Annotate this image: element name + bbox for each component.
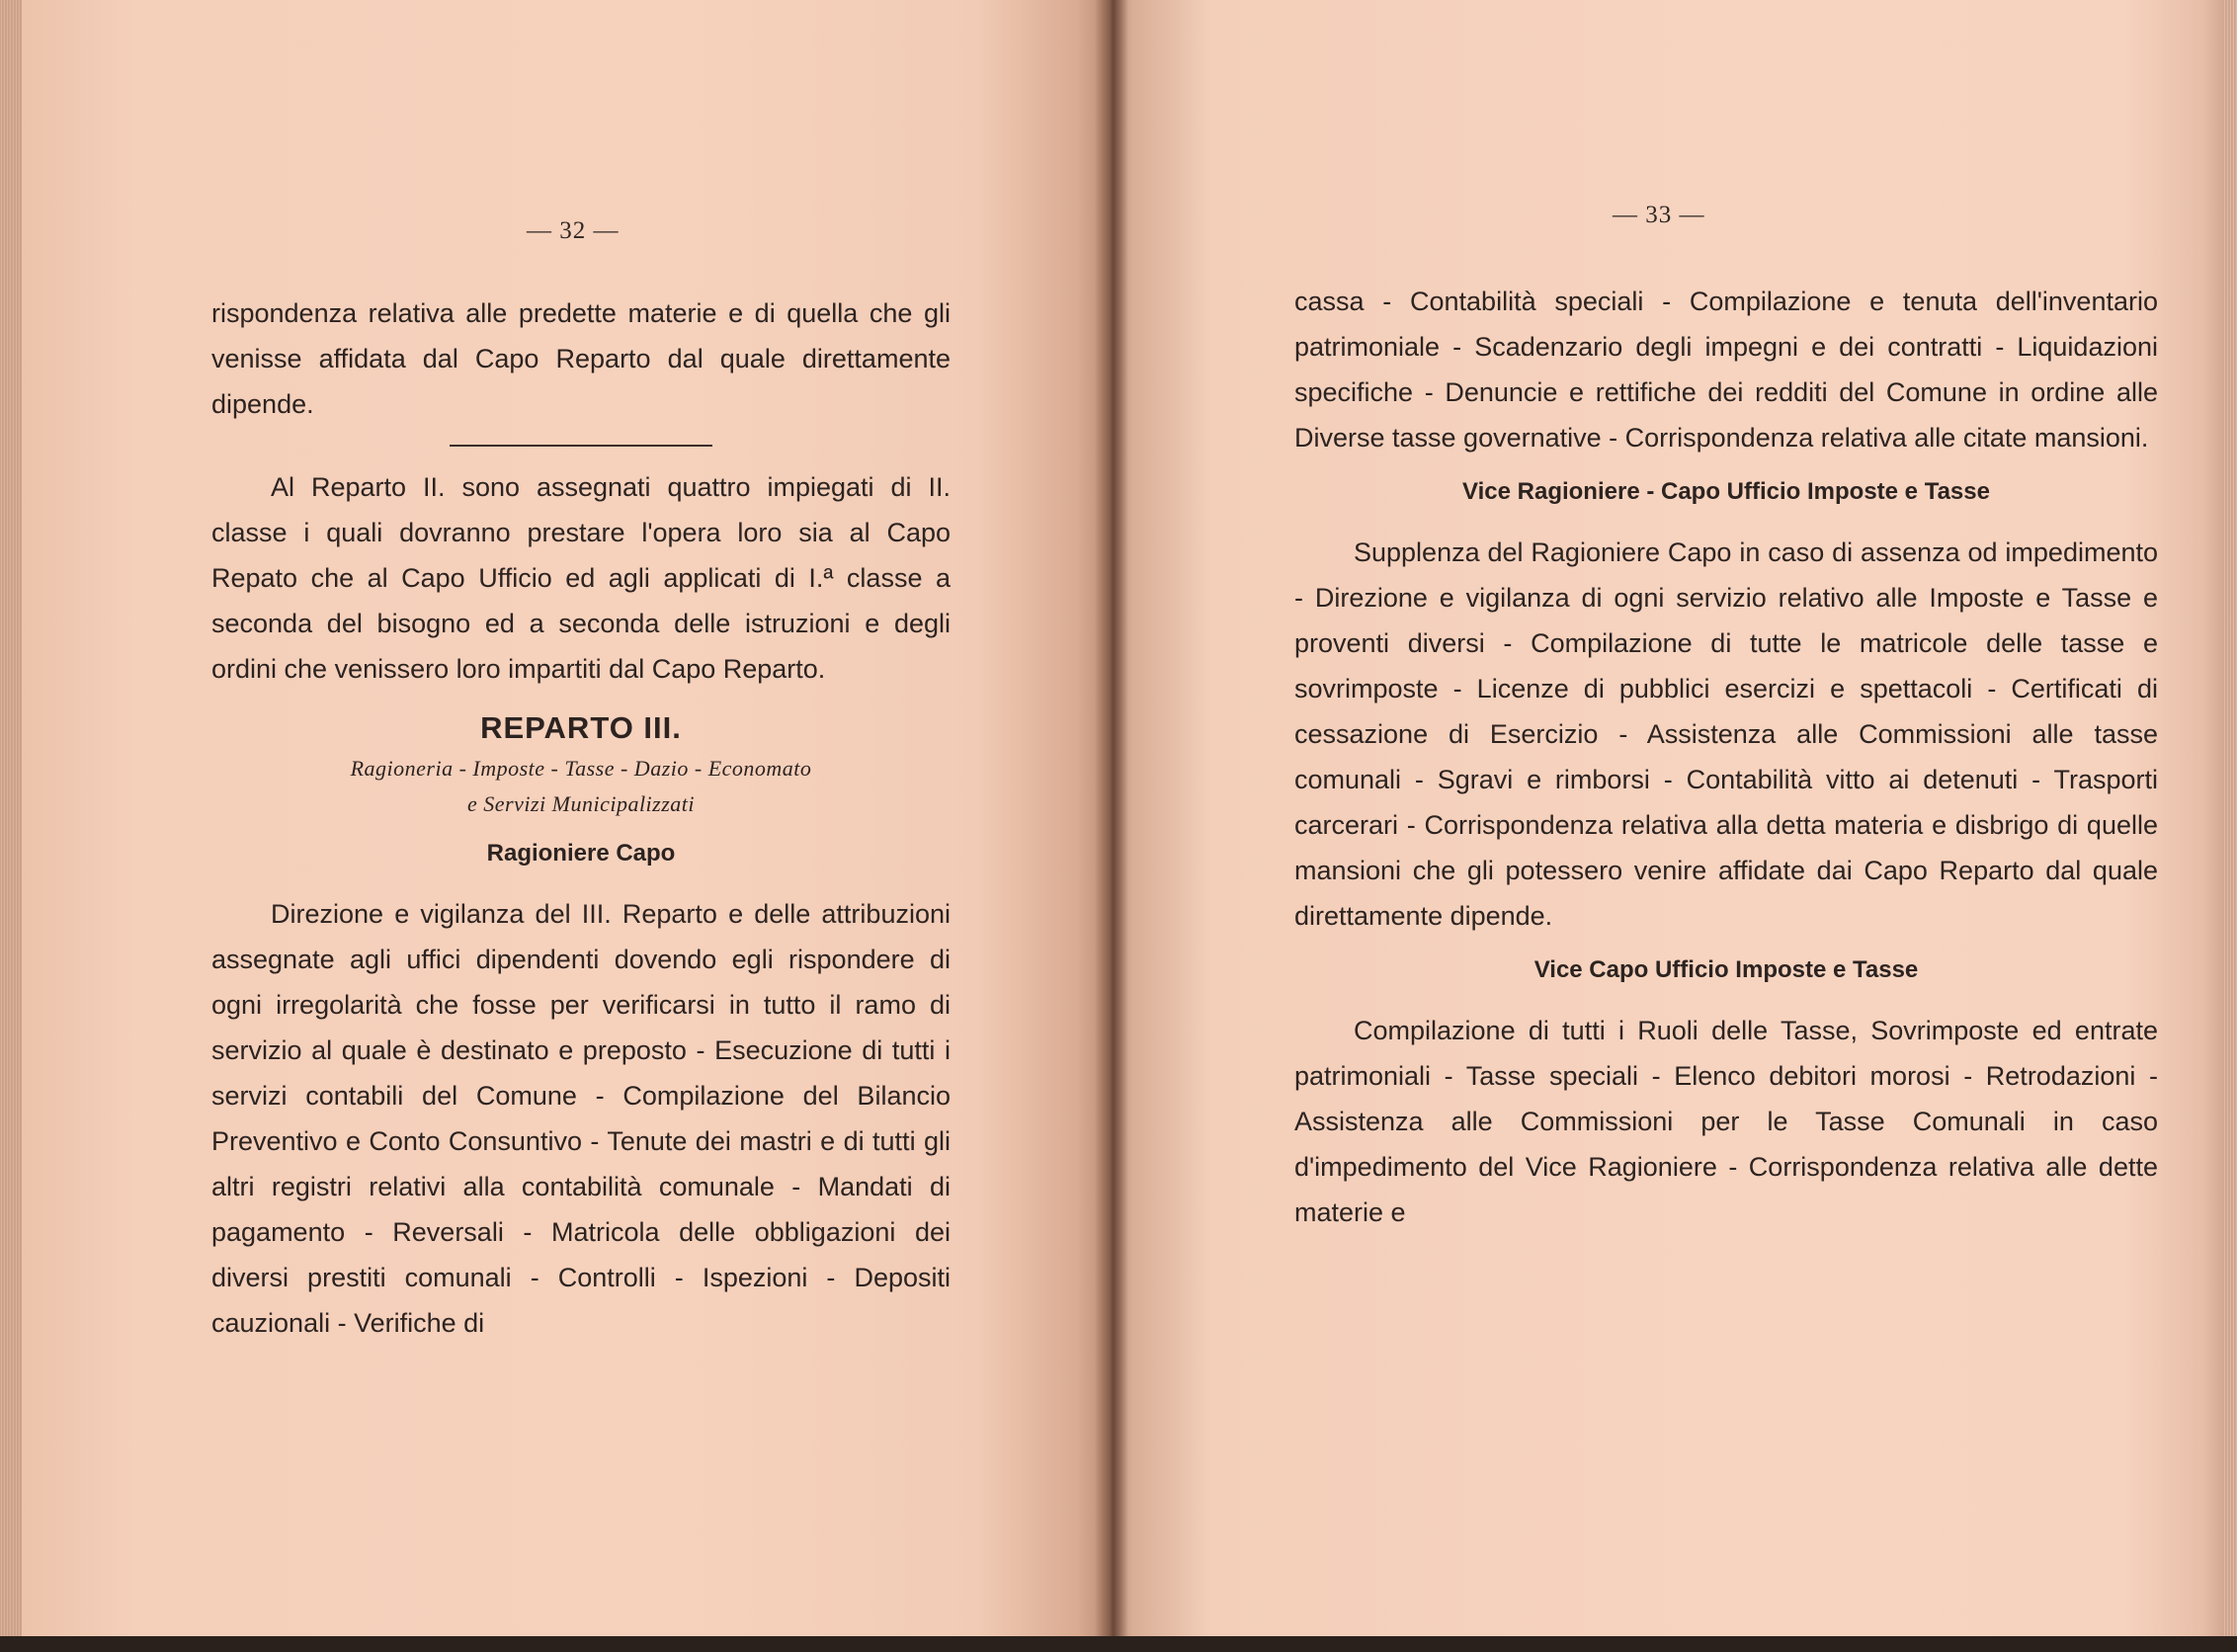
left-page [0, 0, 1111, 1640]
role-title-vice-capo-ufficio: Vice Capo Ufficio Imposte e Tasse [1533, 956, 1919, 983]
left-page-number: — 32 — [527, 217, 620, 244]
right-page-number: — 33 — [1613, 202, 1705, 228]
section-divider [450, 445, 712, 447]
section-subtitle-line2: e Servizi Municipalizzati [466, 791, 696, 816]
role-title-vice-ragioniere: Vice Ragioniere - Capo Ufficio Imposte e Tasse [1462, 478, 1990, 505]
left-paragraph-ragioniere-capo: Direzione e vigilanza del III. Reparto e delle attribuzioni assegnate agli uffici dipendenti dovendo egli rispondere di ogni irregolarità che fosse per verificarsi in tutto il ramo di servizio al quale è destinato e preposto - Esecuzione di tutti i servizi contabili del Comune - Compilazione del Bilancio Preventivo e Conto Consuntivo - Tenute dei mastri e di tutti gli altri registri relativi alla contabilità comunale - Mandati di pagamento - Reversali - Matricola delle obbligazioni dei diversi prestiti comunali - Controlli - Ispezioni - Depositi cauzionali - Verifiche di [211, 899, 951, 1338]
book-gutter [1095, 0, 1128, 1640]
page-edges-right [2223, 0, 2237, 1640]
section-subtitle-line1: Ragioneria - Imposte - Tasse - Dazio - Economato [350, 756, 812, 781]
right-paragraph-vice-capo-ufficio: Compilazione di tutti i Ruoli delle Tasse, Sovrimposte ed entrate patrimoniali - Tasse speciali - Elenco debitori morosi - Retrodazioni - Assistenza alle Commissioni per le Tasse Comunali in caso d'impedimento del Vice Ragioniere - Corrispondenza relativa alle dette materie e [1294, 1016, 2158, 1227]
right-paragraph-vice-ragioniere: Supplenza del Ragioniere Capo in caso di assenza od impedimento - Direzione e vigilanza di ogni servizio relativo alle Imposte e Tasse e proventi diversi - Compilazione di tutte le matricole delle tasse e sovrimposte - Licenze di pubblici esercizi e spettacoli - Certificati di cessazione di Esercizio - Assistenza alle Commissioni alle tasse comunali - Sgravi e rimborsi - Contabilità vitto ai detenuti - Trasporti carcerari - Corrispondenza relativa alla detta materia e disbrigo di quelle mansioni che gli potessero venire affidate dai Capo Reparto dal quale direttamente dipende. [1294, 537, 2158, 931]
page-edges-left [0, 0, 22, 1640]
role-title-ragioniere-capo: Ragioniere Capo [486, 840, 676, 867]
scan-bottom-border [0, 1636, 2237, 1652]
left-paragraph-reparto-ii: Al Reparto II. sono assegnati quattro impiegati di II. classe i quali dovranno prestare l'opera loro sia al Capo Repato che al Capo Ufficio ed agli applicati di I.ª classe a seconda del bisogno ed a seconda delle istruzioni e degli ordini che venissero loro impartiti dal Capo Reparto. [211, 472, 951, 684]
left-page-body [211, 290, 951, 1346]
section-heading-reparto-iii: REPARTO III. [480, 710, 682, 745]
right-page-body [1294, 279, 2158, 1235]
right-paragraph-continuation: cassa - Contabilità speciali - Compilazione e tenuta dell'inventario patrimoniale - Scadenzario degli impegni e dei contratti - Liquidazioni specifiche - Denuncie e rettifiche dei redditi del Comune in ordine alle Diverse tasse governative - Corrispondenza relativa alle citate mansioni. [1294, 287, 2158, 453]
left-paragraph-continuation: rispondenza relativa alle predette materie e di quella che gli venisse affidata dal Capo Reparto dal quale direttamente dipende. [211, 298, 951, 419]
right-page [1111, 0, 2237, 1640]
